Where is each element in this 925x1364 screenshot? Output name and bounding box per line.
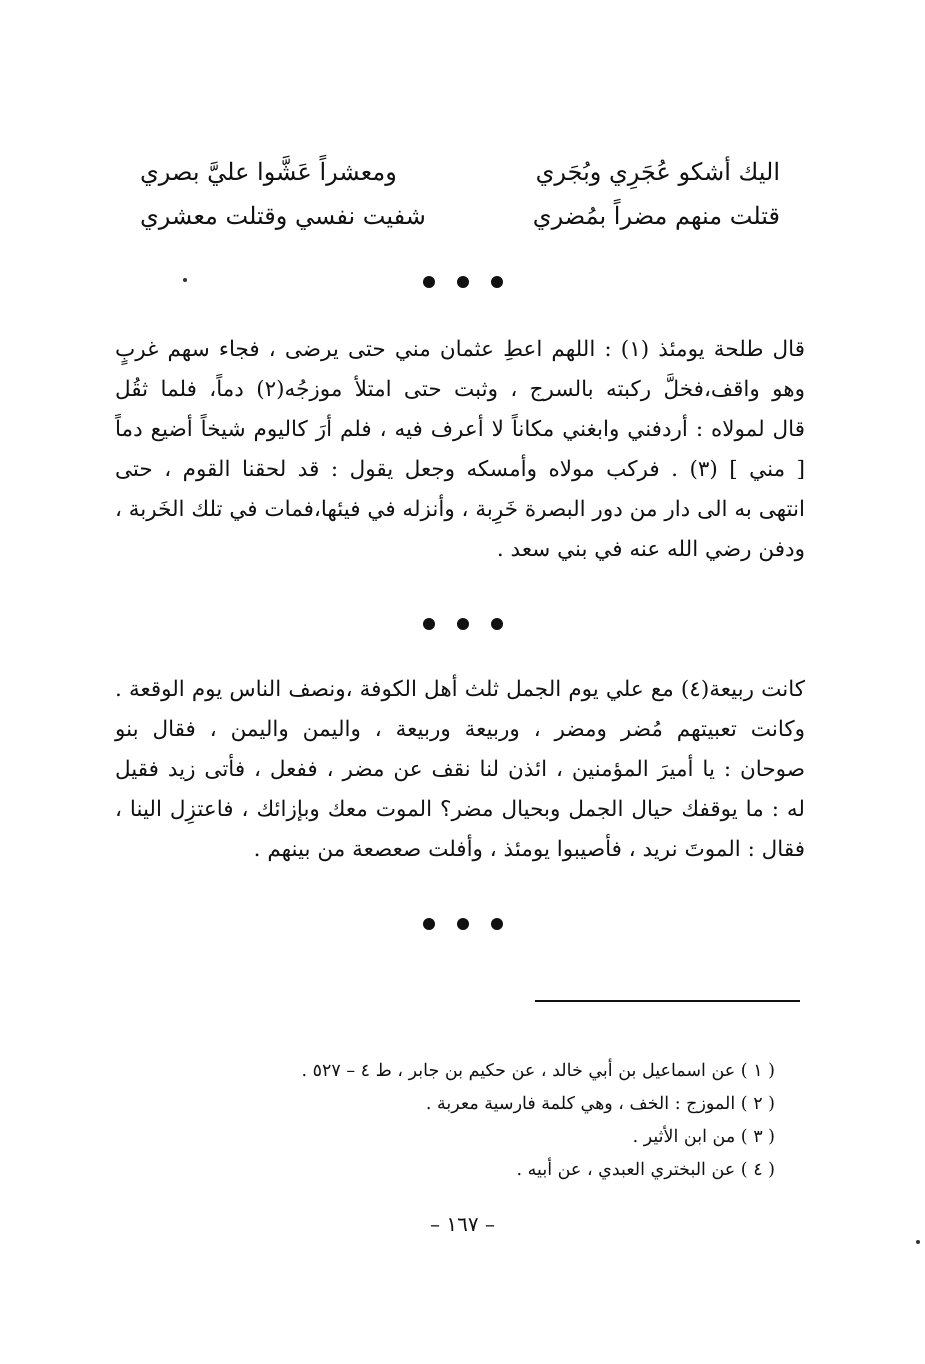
footnote-rule [535,1000,800,1002]
section-separator [0,276,925,288]
separator-dot [491,918,503,930]
footnote: ( ٣ ) من ابن الأثير . [632,1127,775,1147]
verse-hemistich-left: ومعشراً عَشَّوا عليَّ بصري [140,158,397,186]
page-number: – ١٦٧ – [430,1212,495,1236]
separator-dot [491,618,503,630]
scan-speck [183,278,187,282]
separator-dot [423,918,435,930]
scan-speck [916,1240,920,1244]
paragraph-talha [115,330,805,570]
separator-dot [491,276,503,288]
separator-dot [457,276,469,288]
footnote: ( ٢ ) الموزج : الخف ، وهي كلمة فارسية معربة . [425,1094,775,1114]
verse-hemistich-right: اليك أشكو عُجَرِي وبُجَري [535,158,780,186]
separator-dot [423,276,435,288]
text-line: ودفن رضي الله عنه في بني سعد . [496,537,805,562]
verse-hemistich-right: قتلت منهم مضراً بمُضري [532,202,780,230]
footnote: ( ٤ ) عن البختري العبدي ، عن أبيه . [516,1160,775,1180]
footnote: ( ١ ) عن اسماعيل بن أبي خالد ، عن حكيم بن جابر ، ط ٤ – ٥٢٧ . [301,1061,775,1081]
text-line: فقال : الموتَ نريد ، فأصيبوا يومئذ ، وأفلت صعصعة من بينهم . [253,837,805,862]
verse-hemistich-left: شفيت نفسي وقتلت معشري [140,202,426,230]
text-line: قال طلحة يومئذ (١) : اللهم اعطِ عثمان مني حتى يرضى ، فجاء سهم غربٍ [115,337,806,362]
text-line: وكانت تعبيتهم مُضر ومضر ، وربيعة وربيعة ، واليمن واليمن ، فقال بنو [115,717,805,742]
footnotes [215,1055,775,1187]
text-line: صوحان : يا أميرَ المؤمنين ، ائذن لنا نقف عن مضر ، ففعل ، فأتى زيد فقيل [115,757,805,782]
text-line: وهو واقف،فخلَّ ركبته بالسرج ، وثبت حتى امتلأ موزجُه(٢) دماً، فلما ثقُل [115,377,805,402]
poem-verses [140,150,780,238]
text-line: انتهى به الى دار من دور البصرة خَرِبة ، وأنزله في فيئها،فمات في تلك الخَربة ، [114,497,805,522]
text-line: كانت ربيعة(٤) مع علي يوم الجمل ثلث أهل الكوفة ،ونصف الناس يوم الوقعة . [115,677,805,702]
section-separator [0,918,925,930]
text-line: له : ما يوقفك حيال الجمل وبحيال مضر؟ الموت معك وبإزائك ، فاعتزِل الينا ، [115,797,805,822]
paragraph-rabia [115,670,805,870]
separator-dot [457,618,469,630]
verse-line [140,194,780,238]
text-line: قال لمولاه : أردفني وابغني مكاناً لا أعرف فيه ، فلم أرَ كاليوم شيخاً أضيع دماً [115,417,805,442]
section-separator [0,618,925,630]
separator-dot [423,618,435,630]
text-line: [ مني ] (٣) . فركب مولاه وأمسكه وجعل يقول : قد لحقنا القوم ، حتى [115,457,805,482]
verse-line [140,150,780,194]
separator-dot [457,918,469,930]
